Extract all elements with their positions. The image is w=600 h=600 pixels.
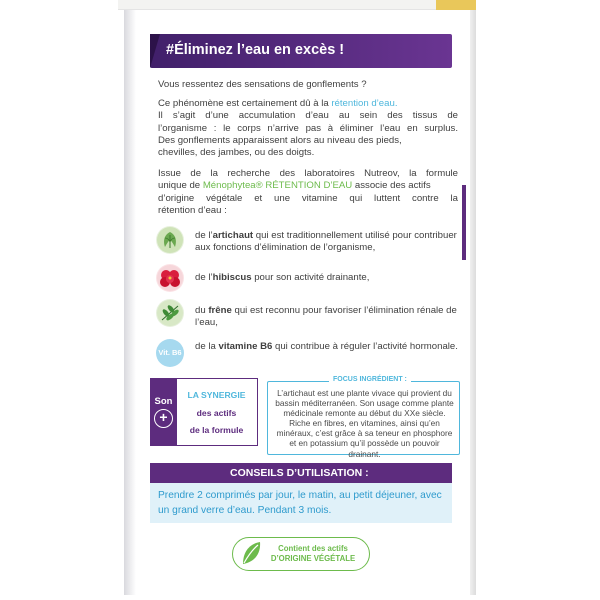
header-title: #Éliminez l’eau en excès ! xyxy=(166,42,345,58)
plant-origin-badge xyxy=(232,537,370,571)
focus-title: FOCUS INGRÉDIENT : xyxy=(329,376,411,383)
intro-line: rétention d’eau : xyxy=(158,204,227,216)
ingredient-prefix: du xyxy=(195,305,209,316)
box-top-edge xyxy=(118,0,436,10)
intro-lead-text: Ce phénomène est certainement dû à la xyxy=(158,98,332,109)
conseils-body xyxy=(150,483,452,523)
intro-tail-text: associe des actifs xyxy=(352,180,431,192)
badge-text xyxy=(263,544,363,564)
ingredient-name: frêne xyxy=(208,305,232,316)
synergy-son-label: Son xyxy=(154,396,173,407)
intro-line: Des gonflements apparaissent alors au niveau des pieds, xyxy=(158,134,402,146)
conseils-text: Prendre 2 comprimés par jour, le matin, au petit déjeuner, avec un grand verre d’eau. Pendant 3 mois. xyxy=(158,490,442,516)
focus-ingredient-box xyxy=(267,376,460,459)
product-name: RÉTENTION D’EAU xyxy=(262,180,353,192)
box-top-flap xyxy=(436,0,476,10)
ingredient-artichoke-text xyxy=(195,230,460,255)
intro-lead-text: unique de xyxy=(158,180,203,192)
intro-line xyxy=(158,98,458,110)
ingredient-name: hibiscus xyxy=(212,272,252,283)
synergy-title: LA SYNERGIE xyxy=(187,390,246,400)
badge-line-1: Contient des actifs xyxy=(278,544,348,553)
ingredient-description: qui contribue à réguler l’activité hormonale. xyxy=(272,341,458,352)
intro-line: l’organisme : le corps n’arrive pas à éliminer l’eau en surplus. xyxy=(158,122,458,134)
synergy-line-3: de la formule xyxy=(189,425,244,435)
intro-line xyxy=(158,180,458,192)
intro-question: Vous ressentez des sensations de gonflements ? xyxy=(158,79,367,90)
brand-name: Ménophytea® xyxy=(202,180,263,192)
intro-paragraph-2 xyxy=(158,168,458,217)
header-banner xyxy=(150,34,452,68)
ingredient-prefix: de l’ xyxy=(195,272,213,283)
ingredient-vitamin-text xyxy=(195,341,460,353)
box-right-edge xyxy=(470,10,476,595)
ingredient-prefix: de l’ xyxy=(195,230,213,241)
box-left-side xyxy=(124,10,136,595)
ingredient-ash-text xyxy=(195,305,460,330)
ash-leaf-icon xyxy=(156,299,184,327)
ingredient-hibiscus-text xyxy=(195,272,460,284)
intro-line: Il s’agit d’une accumulation d’eau au sein des tissus de xyxy=(158,110,458,122)
ingredient-prefix: de la xyxy=(195,341,219,352)
conseils-header xyxy=(150,463,452,483)
ingredient-description: pour son activité drainante, xyxy=(251,272,370,283)
intro-line: Issue de la recherche des laboratoires Nutreov, la formule xyxy=(158,168,458,179)
ingredient-description: qui est traditionnellement utilisé pour contribuer aux fonctions d’élimination de l’organisme, xyxy=(195,230,457,254)
vitamin-b6-icon-label: Vit. B6 xyxy=(158,348,182,357)
intro-line: d’origine végétale et une vitamine qui luttent contre la xyxy=(158,192,458,204)
artichoke-icon xyxy=(156,226,184,254)
ingredient-name: vitamine B6 xyxy=(218,341,273,352)
intro-line: chevilles, des jambes, ou des doigts. xyxy=(158,147,315,159)
plus-icon: + xyxy=(154,409,173,428)
intro-paragraph-1 xyxy=(158,98,458,159)
badge-line-2: D’ORIGINE VÉGÉTALE xyxy=(270,554,356,563)
conseils-title: CONSEILS D’UTILISATION : xyxy=(230,467,369,479)
box-edge-tab xyxy=(462,185,466,260)
leaf-icon xyxy=(239,540,263,568)
vitamin-b6-icon xyxy=(156,339,184,367)
ingredient-name: artichaut xyxy=(212,230,254,241)
ingredient-description: qui est reconnu pour favoriser l’élimination rénale de l’eau, xyxy=(195,305,457,329)
focus-text: L’artichaut est une plante vivace qui provient du bassin méditerranéen. Son usage comme plante médicinale remonte au début du XXe siècle. Riche en fibres, en vitamines, ainsi qu’en minéraux, c’est grâce à sa teneur en phosphore et en potassium qu’il possède un pouvoir drainant. xyxy=(275,388,454,459)
synergy-block xyxy=(150,378,258,446)
synergy-line-2: des actifs xyxy=(196,408,237,418)
hibiscus-icon xyxy=(156,264,184,292)
synergy-label-box xyxy=(177,378,258,446)
synergy-son-tab xyxy=(150,378,177,446)
retention-highlight: rétention d’eau. xyxy=(331,98,398,109)
